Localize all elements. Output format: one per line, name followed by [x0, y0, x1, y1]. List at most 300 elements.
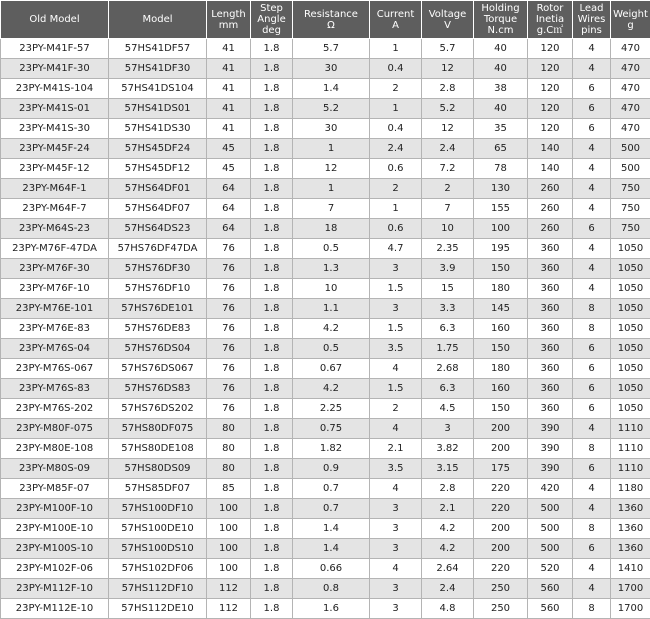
cell-lead-wires: 4 — [573, 499, 611, 519]
cell-model: 57HS80DS09 — [109, 459, 207, 479]
cell-rotor-inertia: 260 — [528, 179, 573, 199]
cell-voltage: 6.3 — [422, 319, 474, 339]
table-row — [1, 39, 650, 59]
cell-model: 57HS100DF10 — [109, 499, 207, 519]
cell-voltage: 3.15 — [422, 459, 474, 479]
cell-lead-wires: 4 — [573, 479, 611, 499]
cell-old-model: 23PY-M80S-09 — [1, 459, 109, 479]
cell-lead-wires: 4 — [573, 559, 611, 579]
column-header-line: g — [612, 20, 649, 31]
cell-current: 3 — [370, 539, 422, 559]
cell-lead-wires: 4 — [573, 239, 611, 259]
cell-lead-wires: 4 — [573, 279, 611, 299]
cell-step-angle: 1.8 — [251, 399, 293, 419]
table-row — [1, 59, 650, 79]
cell-lead-wires: 6 — [573, 119, 611, 139]
cell-model: 57HS76DS04 — [109, 339, 207, 359]
table-row — [1, 339, 650, 359]
cell-holding-torque: 40 — [474, 99, 528, 119]
cell-step-angle: 1.8 — [251, 199, 293, 219]
cell-length: 100 — [207, 519, 251, 539]
column-header-line: Voltage — [423, 9, 472, 20]
cell-length: 76 — [207, 319, 251, 339]
cell-lead-wires: 4 — [573, 259, 611, 279]
cell-holding-torque: 180 — [474, 279, 528, 299]
cell-current: 1 — [370, 99, 422, 119]
cell-model: 57HS76DF47DA — [109, 239, 207, 259]
column-header-line: A — [371, 20, 420, 31]
table-body — [1, 39, 650, 619]
cell-lead-wires: 4 — [573, 579, 611, 599]
column-header-voltage — [422, 1, 474, 39]
cell-step-angle: 1.8 — [251, 539, 293, 559]
cell-voltage: 5.7 — [422, 39, 474, 59]
cell-voltage: 4.2 — [422, 539, 474, 559]
cell-holding-torque: 150 — [474, 339, 528, 359]
table-row — [1, 219, 650, 239]
cell-length: 112 — [207, 579, 251, 599]
cell-rotor-inertia: 120 — [528, 79, 573, 99]
cell-length: 76 — [207, 399, 251, 419]
cell-rotor-inertia: 360 — [528, 319, 573, 339]
cell-rotor-inertia: 360 — [528, 299, 573, 319]
cell-rotor-inertia: 390 — [528, 419, 573, 439]
cell-model: 57HS41DS30 — [109, 119, 207, 139]
cell-resistance: 1 — [293, 139, 370, 159]
cell-weight: 1050 — [611, 339, 650, 359]
cell-model: 57HS41DF57 — [109, 39, 207, 59]
cell-model: 57HS100DS10 — [109, 539, 207, 559]
cell-holding-torque: 160 — [474, 379, 528, 399]
cell-resistance: 18 — [293, 219, 370, 239]
cell-resistance: 5.2 — [293, 99, 370, 119]
table-row — [1, 419, 650, 439]
cell-length: 100 — [207, 499, 251, 519]
cell-resistance: 10 — [293, 279, 370, 299]
cell-holding-torque: 40 — [474, 39, 528, 59]
cell-step-angle: 1.8 — [251, 559, 293, 579]
cell-length: 41 — [207, 99, 251, 119]
cell-voltage: 3.3 — [422, 299, 474, 319]
cell-rotor-inertia: 360 — [528, 259, 573, 279]
cell-lead-wires: 8 — [573, 439, 611, 459]
cell-voltage: 2.68 — [422, 359, 474, 379]
cell-voltage: 4.8 — [422, 599, 474, 619]
table-row — [1, 379, 650, 399]
cell-voltage: 4.2 — [422, 519, 474, 539]
table-row — [1, 179, 650, 199]
cell-holding-torque: 40 — [474, 59, 528, 79]
cell-length: 80 — [207, 459, 251, 479]
column-header-weight — [611, 1, 650, 39]
cell-old-model: 23PY-M76F-10 — [1, 279, 109, 299]
table-row — [1, 199, 650, 219]
cell-model: 57HS76DE101 — [109, 299, 207, 319]
cell-old-model: 23PY-M85F-07 — [1, 479, 109, 499]
table-row — [1, 539, 650, 559]
cell-resistance: 12 — [293, 159, 370, 179]
cell-voltage: 2.8 — [422, 479, 474, 499]
cell-holding-torque: 145 — [474, 299, 528, 319]
cell-model: 57HS100DE10 — [109, 519, 207, 539]
cell-lead-wires: 6 — [573, 219, 611, 239]
cell-rotor-inertia: 390 — [528, 439, 573, 459]
cell-resistance: 1 — [293, 179, 370, 199]
table-row — [1, 299, 650, 319]
cell-voltage: 7.2 — [422, 159, 474, 179]
cell-resistance: 1.4 — [293, 79, 370, 99]
cell-voltage: 10 — [422, 219, 474, 239]
table-row — [1, 439, 650, 459]
cell-rotor-inertia: 360 — [528, 359, 573, 379]
cell-current: 1.5 — [370, 319, 422, 339]
cell-model: 57HS64DS23 — [109, 219, 207, 239]
cell-lead-wires: 4 — [573, 419, 611, 439]
table-row — [1, 259, 650, 279]
cell-holding-torque: 220 — [474, 559, 528, 579]
table-row — [1, 159, 650, 179]
column-header-line: Torque — [475, 14, 526, 25]
cell-rotor-inertia: 520 — [528, 559, 573, 579]
cell-model: 57HS80DE108 — [109, 439, 207, 459]
cell-weight: 1410 — [611, 559, 650, 579]
cell-model: 57HS76DS067 — [109, 359, 207, 379]
cell-old-model: 23PY-M64F-1 — [1, 179, 109, 199]
cell-resistance: 0.75 — [293, 419, 370, 439]
column-header-current — [370, 1, 422, 39]
cell-model: 57HS64DF01 — [109, 179, 207, 199]
column-header-line: Angle — [252, 14, 291, 25]
cell-weight: 1050 — [611, 319, 650, 339]
cell-resistance: 0.5 — [293, 339, 370, 359]
cell-length: 76 — [207, 299, 251, 319]
cell-holding-torque: 65 — [474, 139, 528, 159]
cell-step-angle: 1.8 — [251, 279, 293, 299]
cell-resistance: 1.82 — [293, 439, 370, 459]
cell-lead-wires: 4 — [573, 179, 611, 199]
cell-rotor-inertia: 260 — [528, 219, 573, 239]
cell-old-model: 23PY-M76S-067 — [1, 359, 109, 379]
cell-resistance: 0.66 — [293, 559, 370, 579]
cell-old-model: 23PY-M76F-47DA — [1, 239, 109, 259]
column-header-holding-torque — [474, 1, 528, 39]
cell-old-model: 23PY-M64S-23 — [1, 219, 109, 239]
cell-old-model: 23PY-M100F-10 — [1, 499, 109, 519]
cell-step-angle: 1.8 — [251, 319, 293, 339]
cell-current: 3 — [370, 599, 422, 619]
cell-weight: 500 — [611, 159, 650, 179]
cell-current: 3 — [370, 499, 422, 519]
cell-holding-torque: 100 — [474, 219, 528, 239]
cell-holding-torque: 200 — [474, 439, 528, 459]
table-row — [1, 499, 650, 519]
cell-resistance: 30 — [293, 59, 370, 79]
cell-voltage: 7 — [422, 199, 474, 219]
column-header-line: Inetia — [529, 14, 571, 25]
cell-current: 3 — [370, 579, 422, 599]
cell-holding-torque: 220 — [474, 499, 528, 519]
cell-rotor-inertia: 140 — [528, 159, 573, 179]
cell-resistance: 0.7 — [293, 479, 370, 499]
cell-resistance: 1.4 — [293, 519, 370, 539]
cell-resistance: 0.7 — [293, 499, 370, 519]
cell-voltage: 3.9 — [422, 259, 474, 279]
cell-rotor-inertia: 120 — [528, 59, 573, 79]
cell-length: 64 — [207, 199, 251, 219]
cell-voltage: 2.4 — [422, 139, 474, 159]
column-header-line: Rotor — [529, 3, 571, 14]
column-header-line: N.cm — [475, 25, 526, 36]
cell-rotor-inertia: 360 — [528, 279, 573, 299]
cell-current: 2 — [370, 79, 422, 99]
cell-length: 45 — [207, 139, 251, 159]
cell-model: 57HS112DE10 — [109, 599, 207, 619]
cell-length: 76 — [207, 359, 251, 379]
cell-lead-wires: 6 — [573, 459, 611, 479]
cell-step-angle: 1.8 — [251, 359, 293, 379]
cell-rotor-inertia: 360 — [528, 399, 573, 419]
cell-weight: 750 — [611, 179, 650, 199]
cell-length: 41 — [207, 79, 251, 99]
cell-old-model: 23PY-M76S-83 — [1, 379, 109, 399]
table-row — [1, 559, 650, 579]
cell-length: 100 — [207, 539, 251, 559]
cell-weight: 1180 — [611, 479, 650, 499]
cell-current: 4 — [370, 359, 422, 379]
cell-weight: 470 — [611, 79, 650, 99]
cell-resistance: 1.6 — [293, 599, 370, 619]
cell-voltage: 4.5 — [422, 399, 474, 419]
cell-resistance: 2.25 — [293, 399, 370, 419]
cell-current: 2.4 — [370, 139, 422, 159]
cell-holding-torque: 200 — [474, 519, 528, 539]
cell-resistance: 0.9 — [293, 459, 370, 479]
column-header-line: Current — [371, 9, 420, 20]
cell-old-model: 23PY-M76E-101 — [1, 299, 109, 319]
column-header-line: Model — [110, 14, 205, 25]
cell-resistance: 0.67 — [293, 359, 370, 379]
cell-holding-torque: 175 — [474, 459, 528, 479]
cell-length: 76 — [207, 339, 251, 359]
cell-voltage: 3 — [422, 419, 474, 439]
cell-voltage: 15 — [422, 279, 474, 299]
cell-lead-wires: 6 — [573, 539, 611, 559]
cell-lead-wires: 8 — [573, 599, 611, 619]
cell-lead-wires: 6 — [573, 339, 611, 359]
cell-model: 57HS45DF12 — [109, 159, 207, 179]
cell-step-angle: 1.8 — [251, 499, 293, 519]
cell-step-angle: 1.8 — [251, 379, 293, 399]
cell-length: 85 — [207, 479, 251, 499]
cell-resistance: 5.7 — [293, 39, 370, 59]
cell-length: 112 — [207, 599, 251, 619]
cell-lead-wires: 6 — [573, 359, 611, 379]
cell-lead-wires: 8 — [573, 319, 611, 339]
table-row — [1, 359, 650, 379]
cell-lead-wires: 6 — [573, 399, 611, 419]
column-header-line: mm — [208, 20, 249, 31]
cell-length: 64 — [207, 179, 251, 199]
cell-resistance: 0.5 — [293, 239, 370, 259]
column-header-line: Weight — [612, 9, 649, 20]
cell-weight: 1050 — [611, 399, 650, 419]
column-header-length — [207, 1, 251, 39]
table-row — [1, 399, 650, 419]
column-header-line: Holding — [475, 3, 526, 14]
cell-resistance: 0.8 — [293, 579, 370, 599]
cell-rotor-inertia: 120 — [528, 39, 573, 59]
column-header-line: Length — [208, 9, 249, 20]
table-row — [1, 99, 650, 119]
cell-voltage: 2.4 — [422, 579, 474, 599]
cell-current: 2 — [370, 179, 422, 199]
cell-current: 4.7 — [370, 239, 422, 259]
cell-length: 100 — [207, 559, 251, 579]
cell-model: 57HS76DS83 — [109, 379, 207, 399]
cell-lead-wires: 4 — [573, 159, 611, 179]
column-header-line: Ω — [294, 20, 368, 31]
cell-step-angle: 1.8 — [251, 459, 293, 479]
column-header-model — [109, 1, 207, 39]
cell-step-angle: 1.8 — [251, 339, 293, 359]
cell-old-model: 23PY-M100E-10 — [1, 519, 109, 539]
cell-lead-wires: 8 — [573, 299, 611, 319]
cell-current: 3 — [370, 299, 422, 319]
cell-resistance: 1.3 — [293, 259, 370, 279]
cell-rotor-inertia: 260 — [528, 199, 573, 219]
cell-rotor-inertia: 500 — [528, 499, 573, 519]
table-row — [1, 119, 650, 139]
cell-old-model: 23PY-M41S-104 — [1, 79, 109, 99]
cell-holding-torque: 130 — [474, 179, 528, 199]
header-row — [1, 1, 650, 39]
cell-length: 76 — [207, 239, 251, 259]
cell-holding-torque: 195 — [474, 239, 528, 259]
cell-lead-wires: 6 — [573, 99, 611, 119]
cell-holding-torque: 78 — [474, 159, 528, 179]
cell-model: 57HS76DE83 — [109, 319, 207, 339]
table-row — [1, 479, 650, 499]
cell-rotor-inertia: 140 — [528, 139, 573, 159]
cell-length: 80 — [207, 419, 251, 439]
column-header-step-angle — [251, 1, 293, 39]
cell-rotor-inertia: 360 — [528, 339, 573, 359]
cell-weight: 1700 — [611, 599, 650, 619]
cell-weight: 470 — [611, 119, 650, 139]
cell-voltage: 2 — [422, 179, 474, 199]
table-row — [1, 319, 650, 339]
cell-lead-wires: 4 — [573, 59, 611, 79]
cell-step-angle: 1.8 — [251, 599, 293, 619]
cell-length: 80 — [207, 439, 251, 459]
cell-rotor-inertia: 420 — [528, 479, 573, 499]
cell-rotor-inertia: 560 — [528, 599, 573, 619]
cell-rotor-inertia: 360 — [528, 379, 573, 399]
cell-weight: 470 — [611, 39, 650, 59]
cell-step-angle: 1.8 — [251, 259, 293, 279]
cell-resistance: 4.2 — [293, 319, 370, 339]
cell-old-model: 23PY-M41F-57 — [1, 39, 109, 59]
cell-rotor-inertia: 390 — [528, 459, 573, 479]
cell-weight: 750 — [611, 199, 650, 219]
cell-length: 45 — [207, 159, 251, 179]
cell-old-model: 23PY-M64F-7 — [1, 199, 109, 219]
column-header-line: Step — [252, 3, 291, 14]
cell-weight: 1050 — [611, 359, 650, 379]
cell-weight: 1360 — [611, 499, 650, 519]
cell-current: 1 — [370, 39, 422, 59]
cell-old-model: 23PY-M45F-12 — [1, 159, 109, 179]
table-row — [1, 239, 650, 259]
cell-old-model: 23PY-M100S-10 — [1, 539, 109, 559]
cell-weight: 1110 — [611, 439, 650, 459]
column-header-line: Lead — [574, 3, 609, 14]
cell-voltage: 2.35 — [422, 239, 474, 259]
cell-step-angle: 1.8 — [251, 519, 293, 539]
table-row — [1, 459, 650, 479]
cell-resistance: 7 — [293, 199, 370, 219]
cell-step-angle: 1.8 — [251, 159, 293, 179]
cell-rotor-inertia: 120 — [528, 119, 573, 139]
cell-current: 1.5 — [370, 379, 422, 399]
cell-weight: 1050 — [611, 279, 650, 299]
cell-holding-torque: 35 — [474, 119, 528, 139]
cell-old-model: 23PY-M41S-30 — [1, 119, 109, 139]
cell-step-angle: 1.8 — [251, 479, 293, 499]
cell-voltage: 1.75 — [422, 339, 474, 359]
column-header-resistance — [293, 1, 370, 39]
cell-step-angle: 1.8 — [251, 219, 293, 239]
cell-weight: 470 — [611, 99, 650, 119]
cell-model: 57HS102DF06 — [109, 559, 207, 579]
cell-rotor-inertia: 360 — [528, 239, 573, 259]
cell-holding-torque: 150 — [474, 259, 528, 279]
cell-model: 57HS45DF24 — [109, 139, 207, 159]
cell-model: 57HS85DF07 — [109, 479, 207, 499]
cell-rotor-inertia: 500 — [528, 539, 573, 559]
cell-holding-torque: 180 — [474, 359, 528, 379]
cell-weight: 1050 — [611, 239, 650, 259]
cell-current: 1 — [370, 199, 422, 219]
cell-model: 57HS112DF10 — [109, 579, 207, 599]
cell-length: 76 — [207, 259, 251, 279]
cell-lead-wires: 4 — [573, 199, 611, 219]
cell-current: 3.5 — [370, 339, 422, 359]
cell-old-model: 23PY-M45F-24 — [1, 139, 109, 159]
cell-step-angle: 1.8 — [251, 419, 293, 439]
cell-model: 57HS76DF10 — [109, 279, 207, 299]
cell-step-angle: 1.8 — [251, 119, 293, 139]
cell-current: 1.5 — [370, 279, 422, 299]
cell-length: 64 — [207, 219, 251, 239]
cell-voltage: 2.8 — [422, 79, 474, 99]
cell-voltage: 12 — [422, 59, 474, 79]
cell-current: 3.5 — [370, 459, 422, 479]
cell-voltage: 5.2 — [422, 99, 474, 119]
cell-current: 0.4 — [370, 59, 422, 79]
cell-resistance: 1.1 — [293, 299, 370, 319]
cell-resistance: 30 — [293, 119, 370, 139]
cell-step-angle: 1.8 — [251, 79, 293, 99]
cell-voltage: 2.1 — [422, 499, 474, 519]
cell-voltage: 2.64 — [422, 559, 474, 579]
cell-current: 0.6 — [370, 159, 422, 179]
cell-current: 3 — [370, 519, 422, 539]
column-header-line: V — [423, 20, 472, 31]
cell-weight: 1050 — [611, 299, 650, 319]
table-row — [1, 79, 650, 99]
cell-step-angle: 1.8 — [251, 579, 293, 599]
